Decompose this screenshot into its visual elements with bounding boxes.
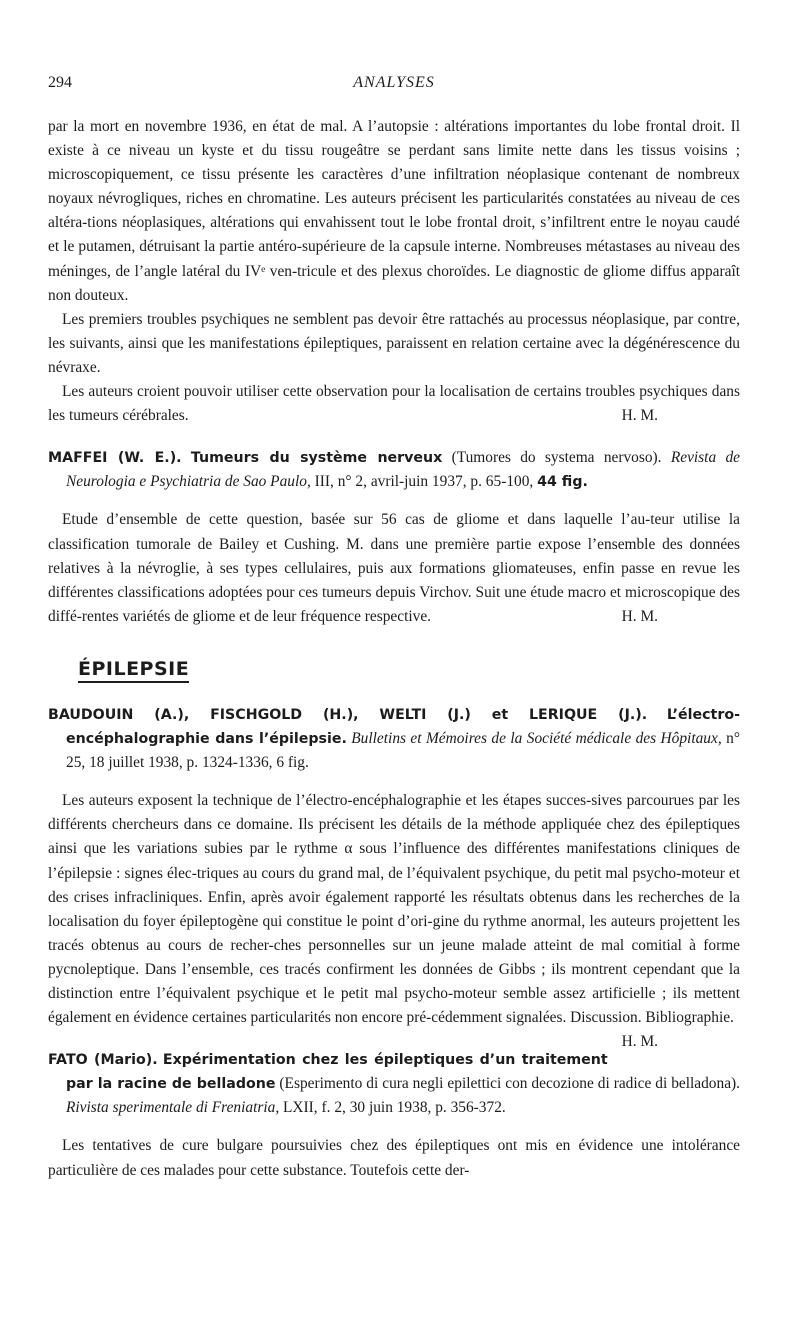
entry-citation: III, n° 2, avril-juin 1937, p. 65-100, bbox=[314, 473, 534, 491]
continued-text: Les auteurs croient pouvoir utiliser cette observation pour la localisation de certains troubles psychiques dans les tumeurs cérébrales. bbox=[48, 383, 740, 425]
entry-translation: (Esperimento di cura negli epilettici con decozione di radice di belladona). bbox=[279, 1075, 740, 1093]
entry-citation: LXII, f. 2, 30 juin 1938, p. 356-372. bbox=[283, 1099, 506, 1117]
abstract-paragraph bbox=[48, 508, 740, 628]
abstract-paragraph: Les tentatives de cure bulgare poursuivies chez des épileptiques ont mis en évidence une intolérance particulière de ces malades pour cette substance. Toutefois cette der- bbox=[48, 1137, 740, 1179]
page-body bbox=[48, 115, 740, 1183]
entry-title: L’électro-encéphalographie dans l’épilepsie. bbox=[66, 706, 740, 748]
abstract-text: Les auteurs exposent la technique de l’électro-encéphalographie et les étapes succes-sives parcourues par les différents chercheurs dans ce domaine. Ils précisent les détails de la méthode appliquée chez des épileptiques ainsi que les variations subies par le rythme α sous l’influence des différentes manifestations cliniques de l’épilepsie : signes élec-triques au cours du grand mal, de l’équivalent psychique, du petit mal psycho-moteur et des crises infracliniques. Enfin, après avoir également rapporté les résultats obtenus dans les recherches de la localisation du foyer épileptogène qui constitue le point d’ori-gine du rythme anormal, les auteurs projettent les tracés obtenus au cours de recher-ches personnelles sur un jeune malade atteint de mal comitial à forme pycnoleptique. Dans l’ensemble, ces tracés confirment les données de Gibbs ; ils montrent cependant que la distinction entre l’équivalent psychique et le petit mal psycho-moteur semble assez artificielle ; ils mettent également en évidence certaines particularités non encore pré-cédemment signalées. Discussion. Bibliographie. bbox=[48, 792, 740, 1027]
reviewer-signature: H. M. bbox=[621, 407, 658, 425]
continued-paragraph: Les premiers troubles psychiques ne semblent pas devoir être rattachés au processus néoplasique, par contre, les suivants, ainsi que les manifestations épileptiques, paraissent en relation certaine avec la dégénérescence du névraxe. bbox=[48, 310, 740, 376]
running-header bbox=[48, 74, 740, 96]
entry-authors: MAFFEI (W. E.). bbox=[48, 450, 182, 467]
entry-translation: (Tumores do systema nervoso). bbox=[451, 449, 662, 467]
reviewer-signature: H. M. bbox=[621, 607, 658, 625]
entry-source: Bulletins et Mémoires de la Société médicale des Hôpitaux, bbox=[351, 730, 722, 748]
entry-source: Revista de Neurologia e Psychiatria de Sao Paulo, bbox=[66, 449, 740, 491]
entry-authors: FATO (Mario). bbox=[48, 1052, 158, 1069]
entry-title: Expérimentation chez les épileptiques d’un traitement par la racine de belladone bbox=[66, 1052, 608, 1093]
bibliographic-entry-maffei bbox=[48, 446, 740, 494]
entry-title: Tumeurs du système nerveux bbox=[190, 450, 443, 467]
entry-figures: 44 fig. bbox=[537, 474, 588, 491]
entry-source: Rivista sperimentale di Freniatria, bbox=[66, 1099, 280, 1117]
entry-citation: n° 25, 18 juillet 1938, p. 1324-1336, 6 fig. bbox=[66, 730, 740, 772]
section-title: ÉPILEPSIE bbox=[78, 658, 189, 683]
bibliographic-entry-baudouin bbox=[48, 703, 740, 775]
abstract-text: Etude d’ensemble de cette question, basée sur 56 cas de gliome et dans laquelle l’au-teur utilise la classification tumorale de Bailey et Cushing. M. dans une première partie expose l’ensemble des données relatives à la névroglie, à ses types cellulaires, puis aux formations gliomateuses, enfin passe en revue les différentes classifications adoptées pour ces tumeurs depuis Virchov. Suit une étude macro et microscopique des diffé-rentes variétés de gliome et de leur fréquence respective. bbox=[48, 511, 740, 625]
continued-paragraph: par la mort en novembre 1936, en état de mal. A l’autopsie : altérations importantes du lobe frontal droit. Il existe à ce niveau un kyste et du tissu rougeâtre se perdant sans limite nette dans les tissus voisins ; microscopiquement, ce tissu présente les caractères d’une infiltration néoplasique contenant de nombreux noyaux névrogliques, riches en chromatine. Les auteurs précisent les particularités constatées au niveau de ces altéra-tions néoplasiques, altérations qui envahissent tout le lobe frontal droit, s’infiltrent entre le noyau caudé et le putamen, détruisant la partie antéro-supérieure de la capsule interne. Nombreuses métastases au niveau des méninges, de l’angle latéral du IVᵉ ven-tricule et des plexus choroïdes. Le diagnostic de gliome diffus apparaît non douteux. bbox=[48, 118, 740, 304]
continued-paragraph-final bbox=[48, 380, 740, 428]
bibliographic-entry-fato bbox=[48, 1048, 740, 1120]
page-number: 294 bbox=[48, 74, 72, 91]
abstract-paragraph bbox=[48, 789, 740, 1051]
running-title: ANALYSES bbox=[353, 74, 435, 91]
section-heading bbox=[48, 657, 740, 683]
reviewer-signature: H. M. bbox=[621, 1033, 658, 1051]
entry-authors: BAUDOUIN (A.), FISCHGOLD (H.), WELTI (J.) et LERIQUE (J.). bbox=[48, 706, 648, 723]
